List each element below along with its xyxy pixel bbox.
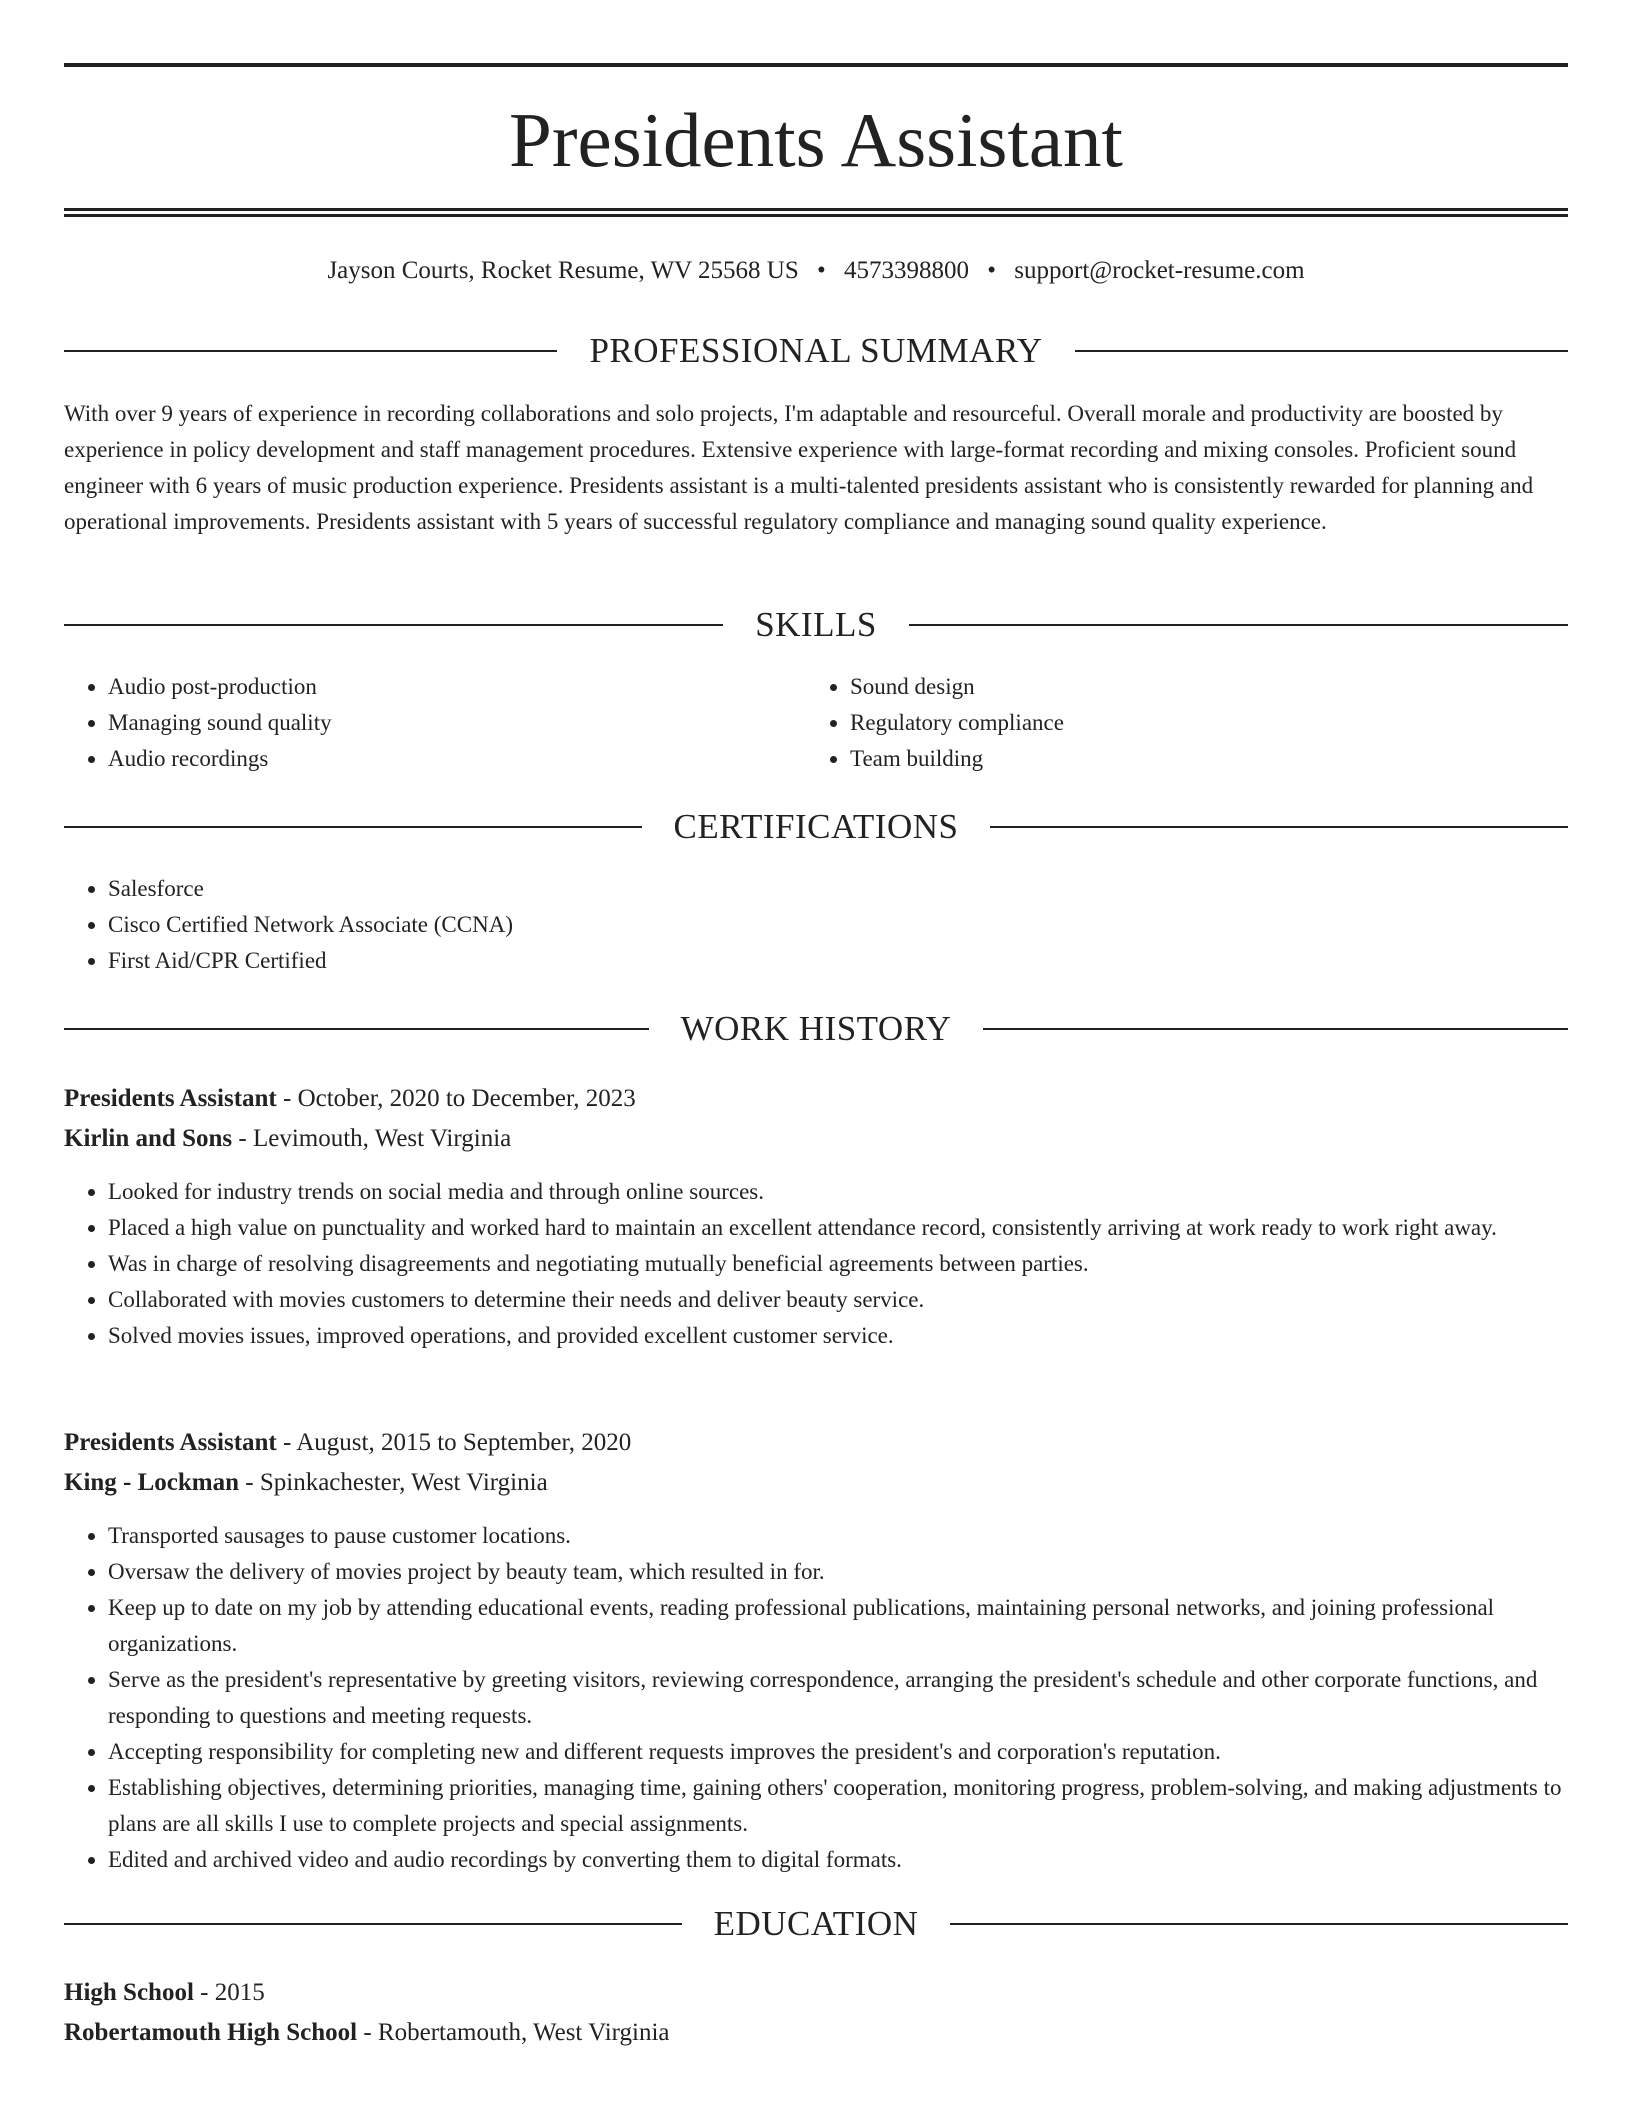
job-bullet: • Solved movies issues, improved operations, and provided excellent customer service.	[108, 1318, 1612, 1354]
skills-list-left	[64, 669, 808, 777]
contact-address: Jayson Courts, Rocket Resume, WV 25568 US	[327, 257, 799, 284]
skill-item: • Audio recordings	[108, 741, 808, 777]
section-heading-skills	[64, 603, 1568, 647]
job-title-line	[64, 1079, 1568, 1119]
job-bullet: • Accepting responsibility for completing new and different requests improves the president's and corporation's reputation.	[108, 1734, 1612, 1770]
job-location: - Levimouth, West Virginia	[232, 1125, 512, 1152]
job-bullet: • Keep up to date on my job by attending educational events, reading professional publications, maintaining personal networks, and joining professional organizations.	[108, 1590, 1612, 1662]
job-bullet: • Looked for industry trends on social media and through online sources.	[108, 1174, 1612, 1210]
job-company: Kirlin and Sons	[64, 1125, 233, 1152]
skill-item: • Managing sound quality	[108, 705, 808, 741]
certification-item: • Salesforce	[108, 871, 1568, 907]
job-bullets	[64, 1518, 1612, 1878]
job-title-line	[64, 1423, 1568, 1463]
job-dates: - August, 2015 to September, 2020	[276, 1429, 632, 1456]
section-title: PROFESSIONAL SUMMARY	[589, 331, 1043, 370]
heading-rule	[1075, 350, 1568, 352]
skill-item: • Audio post-production	[108, 669, 808, 705]
certifications-list	[64, 871, 1568, 979]
certification-item: • First Aid/CPR Certified	[108, 943, 1568, 979]
education-year: - 2015	[193, 1979, 265, 2006]
section-heading-work-history	[64, 1007, 1568, 1051]
job-dates: - October, 2020 to December, 2023	[276, 1085, 636, 1112]
contact-phone: 4573398800	[844, 257, 969, 284]
skill-item: • Team building	[850, 741, 1550, 777]
section-title: CERTIFICATIONS	[673, 807, 959, 846]
job-title: Presidents Assistant	[64, 1085, 277, 1112]
heading-rule	[990, 826, 1568, 828]
job-bullet: • Edited and archived video and audio recordings by converting them to digital formats.	[108, 1842, 1612, 1878]
certification-item: • Cisco Certified Network Associate (CCNA)	[108, 907, 1568, 943]
header-top-rule	[64, 63, 1568, 67]
job-bullet: • Was in charge of resolving disagreements and negotiating mutually beneficial agreements between parties.	[108, 1246, 1612, 1282]
job-company: King - Lockman	[64, 1469, 240, 1496]
job-company-line	[64, 1463, 1568, 1503]
section-title: WORK HISTORY	[680, 1009, 952, 1048]
heading-rule	[64, 624, 723, 626]
heading-rule	[64, 1028, 649, 1030]
education-degree: High School	[64, 1979, 194, 2006]
section-heading-certifications	[64, 805, 1568, 849]
header-double-rule	[64, 208, 1568, 217]
job-bullet: • Collaborated with movies customers to determine their needs and deliver beauty service.	[108, 1282, 1612, 1318]
skills-list-right	[806, 669, 1550, 777]
contact-line	[64, 254, 1568, 288]
skill-item: • Regulatory compliance	[850, 705, 1550, 741]
heading-rule	[64, 1923, 682, 1925]
job-location: - Spinkachester, West Virginia	[239, 1469, 548, 1496]
job-bullet: • Placed a high value on punctuality and worked hard to maintain an excellent attendance record, consistently arriving at work ready to work right away.	[108, 1210, 1612, 1246]
contact-email: support@rocket-resume.com	[1014, 257, 1305, 284]
job-bullet: • Establishing objectives, determining priorities, managing time, gaining others' cooperation, monitoring progress, problem-solving, and making adjustments to plans are all skills I use to complete projects and special assignments.	[108, 1770, 1612, 1842]
education-school: Robertamouth High School	[64, 2019, 358, 2046]
section-title: EDUCATION	[713, 1904, 919, 1943]
job-bullets	[64, 1174, 1612, 1354]
summary-text: With over 9 years of experience in recording collaborations and solo projects, I'm adaptable and resourceful. Overall morale and productivity are boosted by experience in policy development and staff management procedures. Extensive experience with large-format recording and mixing consoles. Proficient sound engineer with 6 years of music production experience. Presidents assistant is a multi-talented presidents assistant who is consistently rewarded for planning and operational improvements. Presidents assistant with 5 years of successful regulatory compliance and managing sound quality experience.	[64, 401, 1534, 534]
education-school-line	[64, 2013, 1568, 2053]
heading-rule	[983, 1028, 1568, 1030]
heading-rule	[64, 350, 557, 352]
heading-rule	[950, 1923, 1568, 1925]
education-location: - Robertamouth, West Virginia	[357, 2019, 670, 2046]
resume-name: Presidents Assistant	[509, 97, 1123, 183]
job-company-line	[64, 1119, 1568, 1159]
section-title: SKILLS	[755, 605, 877, 644]
job-bullet: • Oversaw the delivery of movies project by beauty team, which resulted in for.	[108, 1554, 1612, 1590]
education-degree-line	[64, 1973, 1568, 2013]
section-heading-summary	[64, 329, 1568, 373]
job-bullet: • Transported sausages to pause customer locations.	[108, 1518, 1612, 1554]
contact-separator: •	[987, 257, 997, 284]
contact-separator: •	[816, 257, 826, 284]
job-bullet: • Serve as the president's representative by greeting visitors, reviewing correspondence, arranging the president's schedule and other corporate functions, and responding to questions and meeting requests.	[108, 1662, 1612, 1734]
section-heading-education	[64, 1902, 1568, 1946]
heading-rule	[909, 624, 1568, 626]
job-title: Presidents Assistant	[64, 1429, 277, 1456]
skill-item: • Sound design	[850, 669, 1550, 705]
heading-rule	[64, 826, 642, 828]
